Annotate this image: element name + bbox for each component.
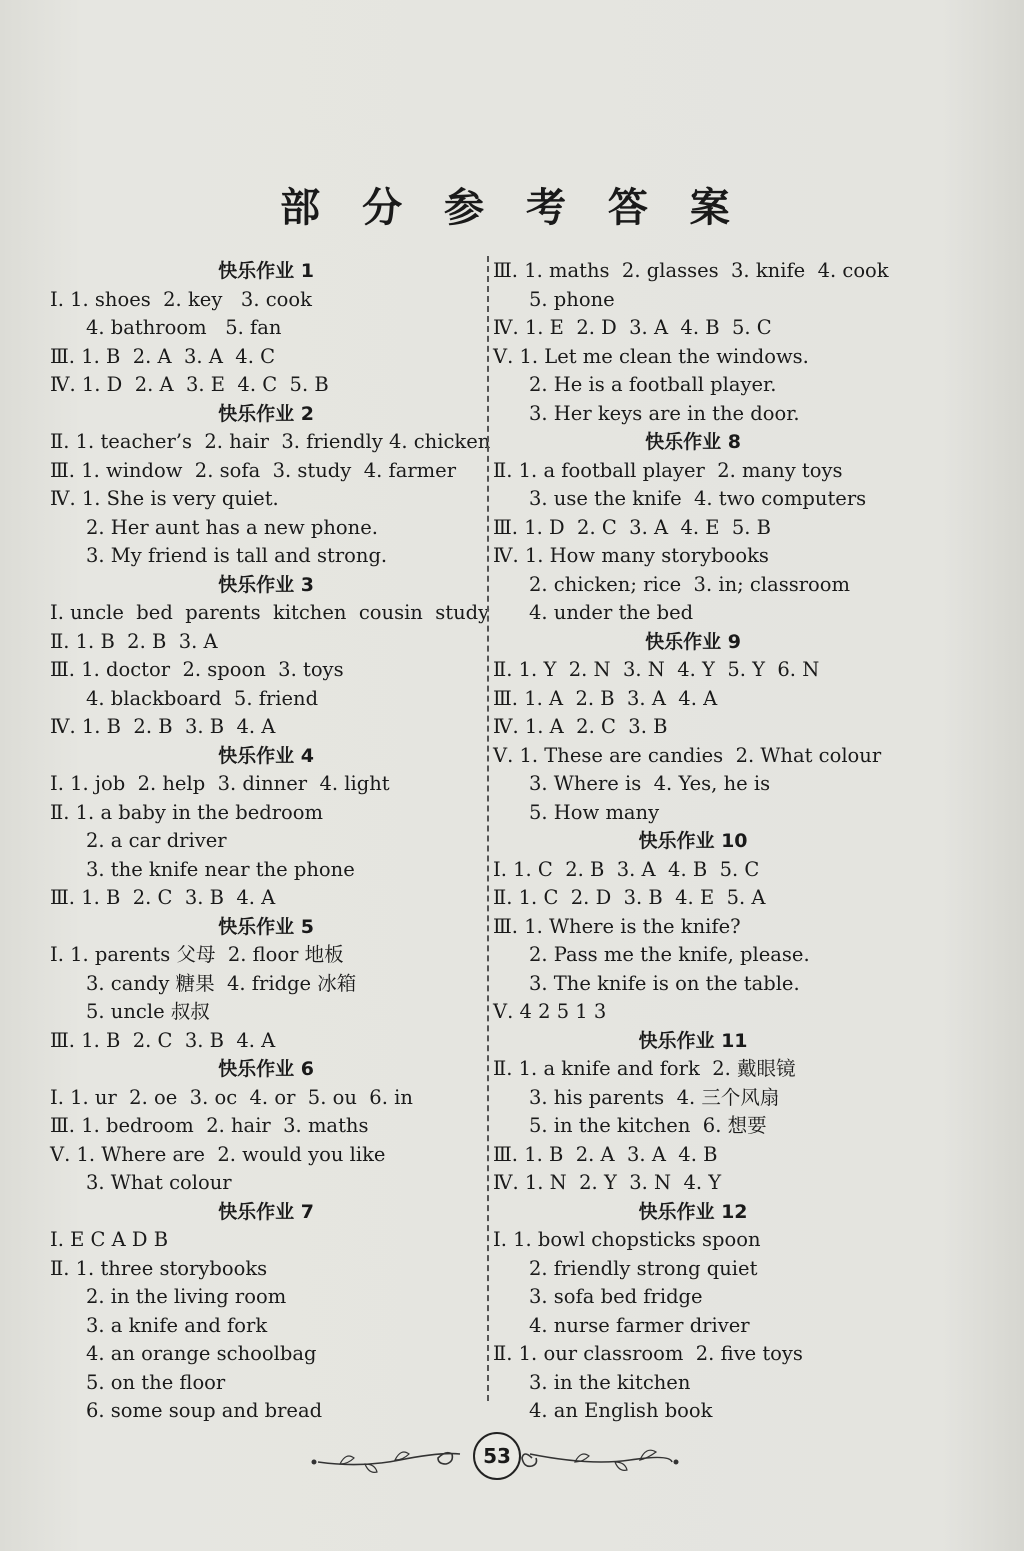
answer-line: Ⅱ. 1. B 2. B 3. A <box>50 629 218 653</box>
answer-line: 2. in the living room <box>86 1285 287 1308</box>
answer-line: 5. on the floor <box>86 1370 226 1394</box>
page-number: 53 <box>473 1432 521 1480</box>
section-heading: 快乐作业 10 <box>638 830 748 852</box>
section-heading: 快乐作业 8 <box>645 431 741 453</box>
right-answer-column <box>493 257 893 1426</box>
answer-line: 3. The knife is on the table. <box>529 971 800 995</box>
answer-line: 3. use the knife 4. two computers <box>529 487 867 510</box>
answer-line: Ⅰ. 1. parents 父母 2. floor 地板 <box>50 943 344 966</box>
answer-line: 2. chicken; rice 3. in; classroom <box>529 572 850 596</box>
answer-line: Ⅱ. 1. our classroom 2. five toys <box>493 1342 803 1365</box>
answer-line: Ⅱ. 1. Y 2. N 3. N 4. Y 5. Y 6. N <box>493 658 820 681</box>
answer-line: Ⅰ. 1. C 2. B 3. A 4. B 5. C <box>493 857 760 881</box>
answer-line: 4. nurse farmer driver <box>529 1313 750 1337</box>
answer-line: Ⅴ. 1. Where are 2. would you like <box>50 1142 386 1166</box>
answer-line: Ⅳ. 1. D 2. A 3. E 4. C 5. B <box>50 373 329 396</box>
page-title: 部 分 参 考 答 案 <box>280 185 744 231</box>
column-divider <box>487 256 489 1401</box>
answer-line: Ⅲ. 1. D 2. C 3. A 4. E 5. B <box>493 515 772 539</box>
answer-line: 3. Her keys are in the door. <box>529 401 800 425</box>
answer-line: Ⅰ. 1. shoes 2. key 3. cook <box>50 287 312 311</box>
answer-line: 4. an orange schoolbag <box>86 1342 317 1365</box>
answer-line: 3. the knife near the phone <box>86 857 355 881</box>
answer-line: Ⅰ. 1. job 2. help 3. dinner 4. light <box>50 772 390 795</box>
answer-line: 3. candy 糖果 4. fridge 冰箱 <box>86 971 357 995</box>
answer-line: 3. his parents 4. 三个风扇 <box>529 1085 780 1109</box>
section-heading: 快乐作业 7 <box>218 1200 314 1223</box>
answer-line: Ⅱ. 1. three storybooks <box>50 1256 268 1280</box>
right-vine-ornament-icon <box>520 1440 680 1480</box>
answer-line: 5. How many <box>529 800 660 824</box>
answer-line: Ⅲ. 1. maths 2. glasses 3. knife 4. cook <box>493 259 889 282</box>
answer-line: Ⅳ. 1. B 2. B 3. B 4. A <box>50 715 276 738</box>
answer-line: 4. bathroom 5. fan <box>86 316 282 339</box>
answer-line: Ⅲ. 1. B 2. C 3. B 4. A <box>50 886 276 909</box>
answer-line: 4. under the bed <box>529 601 694 624</box>
answer-line: 6. some soup and bread <box>86 1399 323 1422</box>
answer-line: 5. in the kitchen 6. 想要 <box>529 1114 767 1137</box>
left-vine-ornament-icon <box>310 1440 470 1480</box>
answer-line: Ⅱ. 1. C 2. D 3. B 4. E 5. A <box>493 886 766 909</box>
section-heading: 快乐作业 3 <box>218 573 314 596</box>
answer-line: Ⅴ. 1. Let me clean the windows. <box>493 344 809 368</box>
section-heading: 快乐作业 4 <box>218 744 314 767</box>
answer-line: Ⅳ. 1. N 2. Y 3. N 4. Y <box>493 1171 722 1194</box>
answer-line: Ⅱ. 1. a football player 2. many toys <box>493 458 843 482</box>
answer-line: 3. a knife and fork <box>86 1313 268 1337</box>
answer-line: Ⅳ. 1. How many storybooks <box>493 544 769 567</box>
answer-line: Ⅴ. 1. These are candies 2. What colour <box>493 743 882 767</box>
answer-line: 3. My friend is tall and strong. <box>86 544 388 567</box>
answer-line: Ⅳ. 1. E 2. D 3. A 4. B 5. C <box>493 316 772 339</box>
answer-line: 3. What colour <box>86 1171 232 1194</box>
answer-line: Ⅲ. 1. B 2. C 3. B 4. A <box>50 1028 276 1052</box>
answer-line: Ⅳ. 1. A 2. C 3. B <box>493 715 668 738</box>
section-heading: 快乐作业 9 <box>645 630 741 653</box>
answer-line: 2. Her aunt has a new phone. <box>86 515 378 539</box>
answer-line: Ⅱ. 1. a knife and fork 2. 戴眼镜 <box>493 1057 796 1080</box>
answer-line: Ⅳ. 1. She is very quiet. <box>50 487 279 510</box>
answer-line: Ⅲ. 1. B 2. A 3. A 4. C <box>50 344 276 368</box>
answer-line: Ⅲ. 1. bedroom 2. hair 3. maths <box>50 1114 369 1137</box>
answer-line: 4. blackboard 5. friend <box>86 686 319 710</box>
section-heading: 快乐作业 6 <box>218 1058 314 1080</box>
answer-line: Ⅲ. 1. B 2. A 3. A 4. B <box>493 1142 718 1166</box>
answer-line: Ⅲ. 1. A 2. B 3. A 4. A <box>493 686 718 710</box>
answer-line: 4. an English book <box>529 1399 713 1422</box>
section-heading: 快乐作业 2 <box>218 402 314 425</box>
answer-line: Ⅰ. uncle bed parents kitchen cousin study <box>50 601 490 624</box>
answer-line: 2. He is a football player. <box>529 373 777 396</box>
left-answer-column <box>50 257 491 1426</box>
answer-line: 3. Where is 4. Yes, he is <box>529 772 771 795</box>
answer-line: 3. in the kitchen <box>529 1370 691 1394</box>
answer-line: Ⅱ. 1. a baby in the bedroom <box>50 800 324 824</box>
answer-line: Ⅰ. 1. bowl chopsticks spoon <box>493 1228 761 1251</box>
answer-line: Ⅴ. 4 2 5 1 3 <box>493 1000 607 1023</box>
answer-line: Ⅰ. E C A D B <box>50 1228 169 1251</box>
answer-line: Ⅲ. 1. doctor 2. spoon 3. toys <box>50 658 344 681</box>
answer-line: 5. phone <box>529 287 615 311</box>
page-footer <box>0 1432 1024 1488</box>
answer-line: 2. Pass me the knife, please. <box>529 943 810 966</box>
section-heading: 快乐作业 1 <box>218 260 314 282</box>
section-heading: 快乐作业 11 <box>638 1029 748 1052</box>
answer-line: Ⅲ. 1. Where is the knife? <box>493 914 741 938</box>
answer-line: 3. sofa bed fridge <box>529 1285 703 1308</box>
answer-line: Ⅱ. 1. teacher’s 2. hair 3. friendly 4. chicken <box>50 430 491 453</box>
section-heading: 快乐作业 5 <box>218 915 314 938</box>
answer-line: 2. a car driver <box>86 829 227 852</box>
answer-line: Ⅲ. 1. window 2. sofa 3. study 4. farmer <box>50 458 457 482</box>
section-heading: 快乐作业 12 <box>638 1200 748 1223</box>
answer-line: Ⅰ. 1. ur 2. oe 3. oc 4. or 5. ou 6. in <box>50 1085 413 1109</box>
answer-line: 5. uncle 叔叔 <box>86 1000 210 1023</box>
answer-line: 2. friendly strong quiet <box>529 1256 758 1280</box>
